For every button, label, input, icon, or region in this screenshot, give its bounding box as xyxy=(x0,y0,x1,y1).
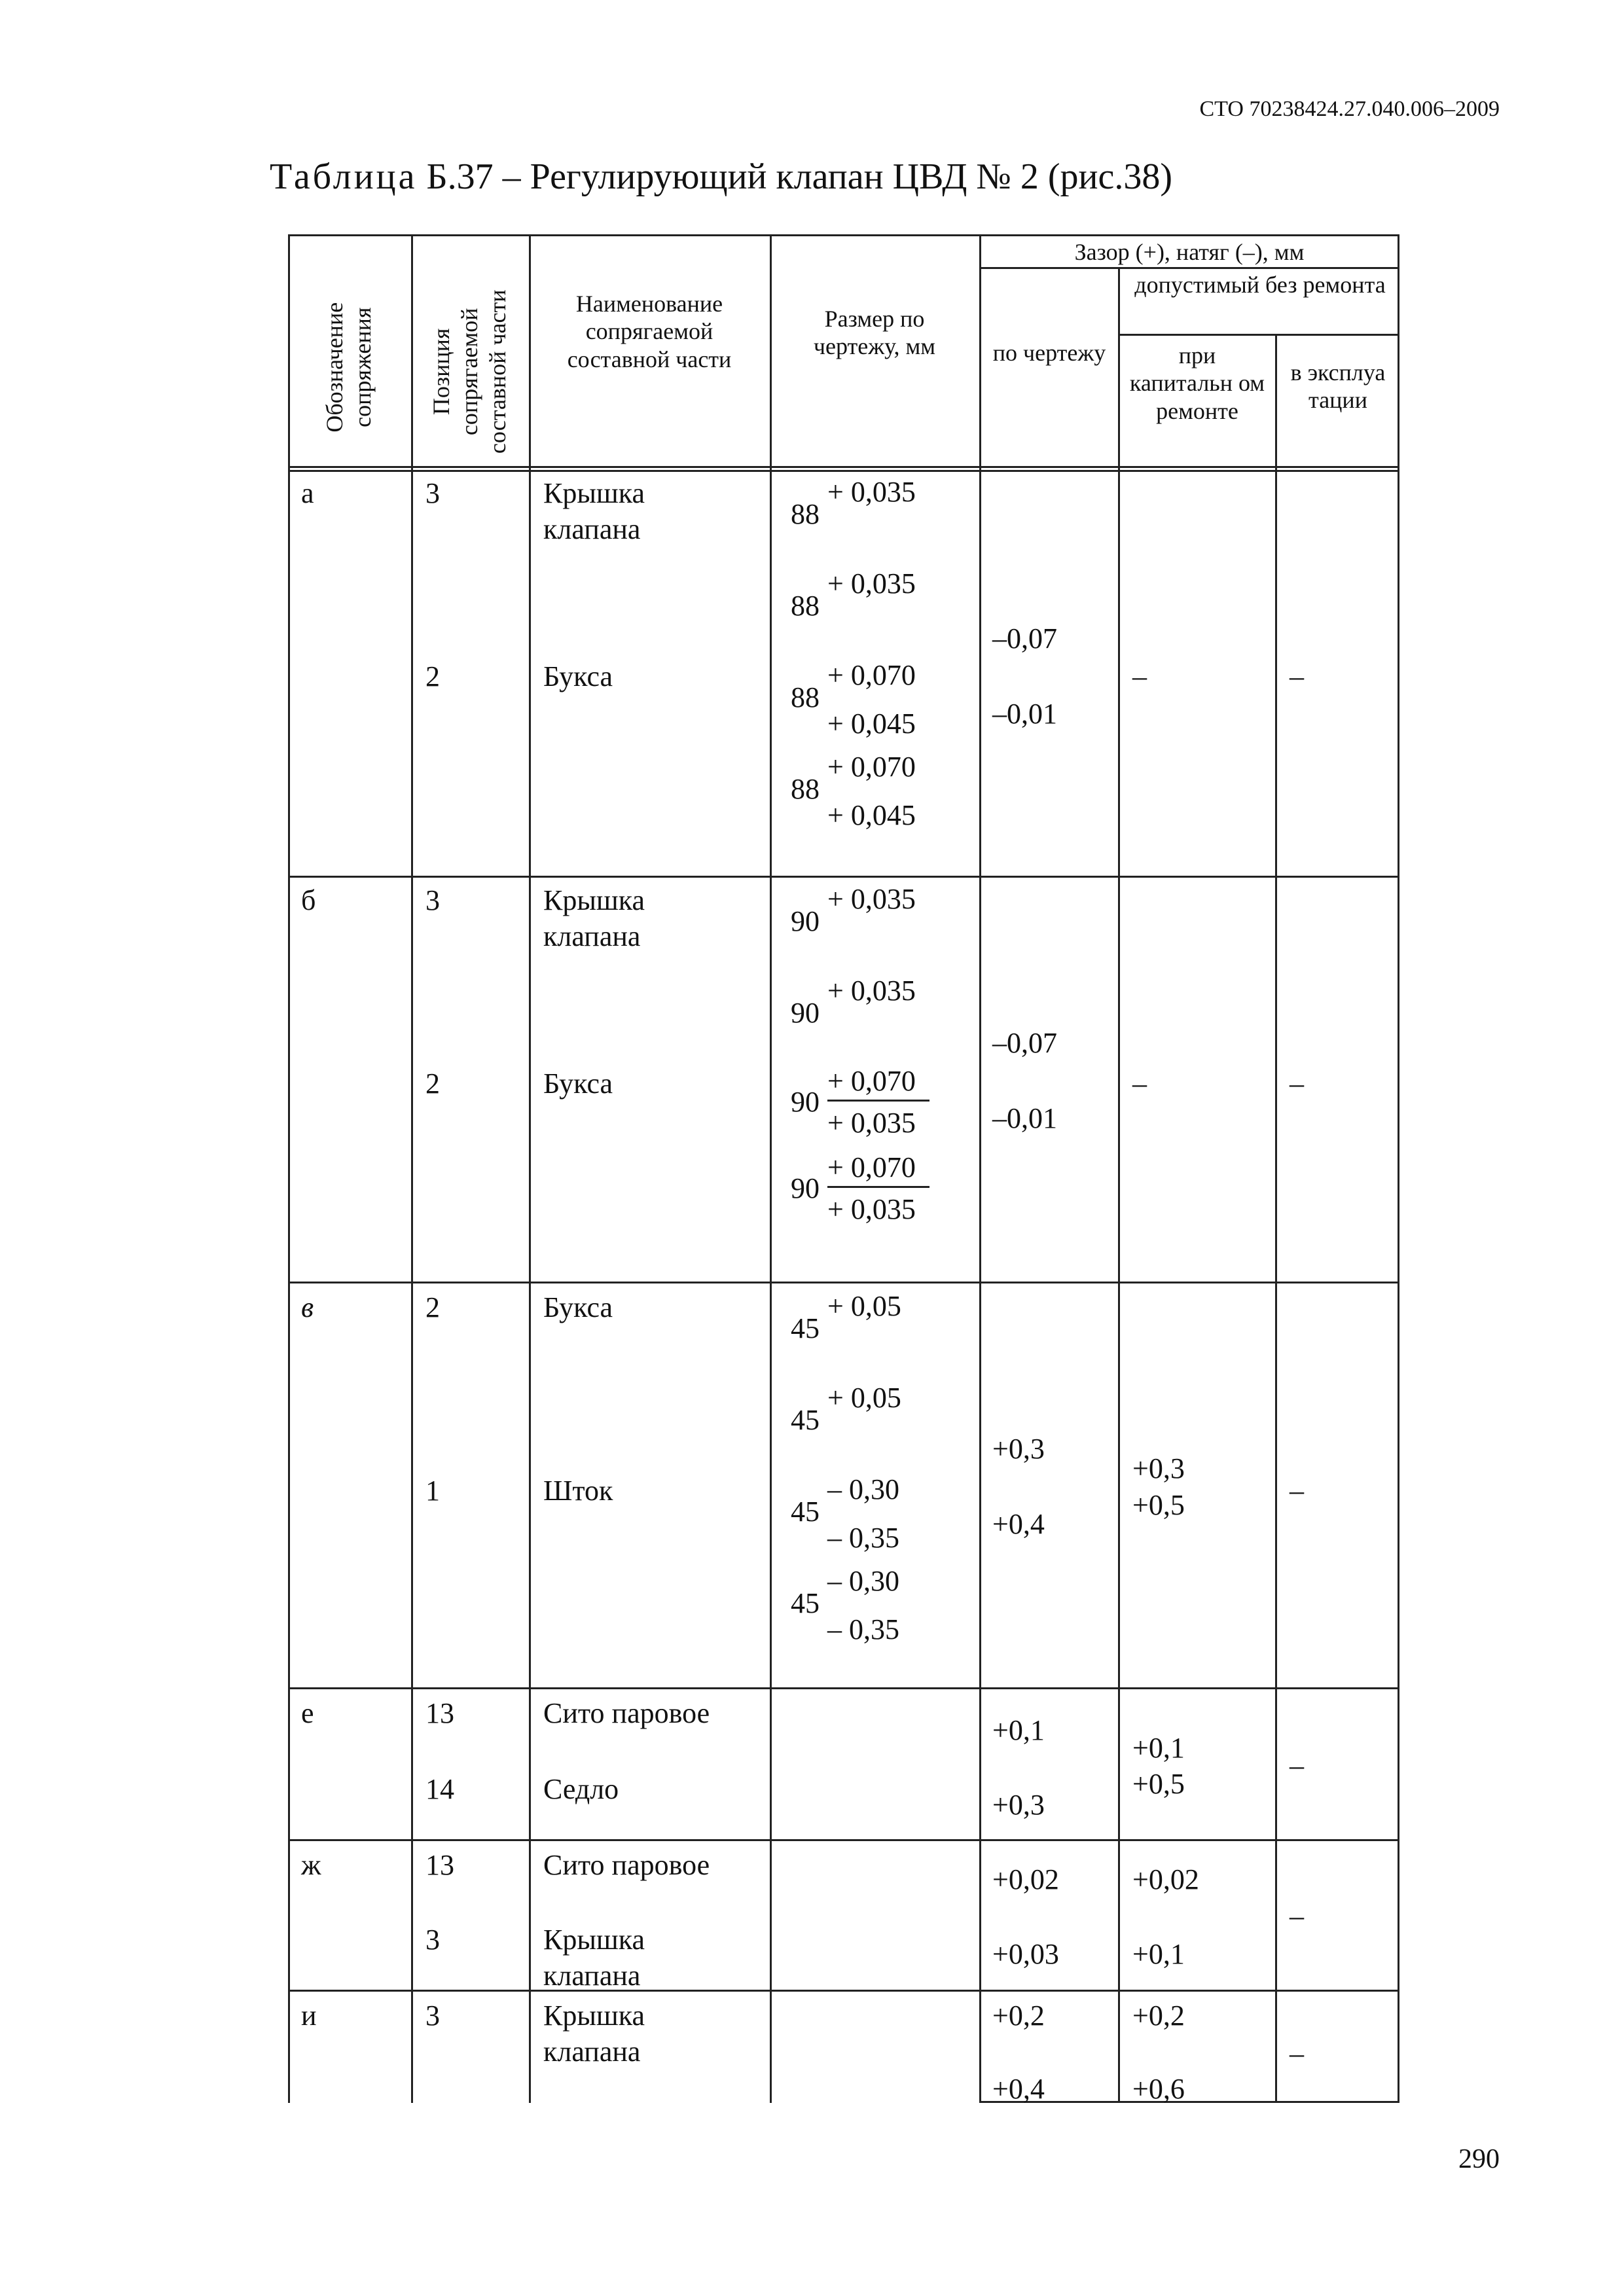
col-size-header: Размер по чертежу, мм xyxy=(813,306,936,360)
row-designation: в xyxy=(301,1291,314,1323)
data-table: Обозначение сопряжения Позиция сопрягаемой составной части Наименование сопрягаемой составной части Размер по чертежу, мм Зазор (+), натяг (–), мм по чертежу допустимый без ремонта при капитальн ом ремонте в эксплуа тации а 3 Крышка клапана 2 Букса + 0,035 88 + 0,035 88 + 0,070 88 + 0,045 + 0,070 88 + 0,045 –0,07 –0,01 – – б 3 Крышка клапана 2 Букса + 0,035 90 + 0,035 90 + 0,070 90 + 0,035 + 0,070 90 + 0,035 –0,07 –0,01 – – в 2 Букса 1 Шток + 0,05 45 + 0,05 45 – 0,30 45 – 0,35 – 0,30 45 – 0,35 +0,3 +0,4 +0,3 +0,5 – е 13 Сито паровое 14 Седло +0,1 +0,3 +0,1 +0,5 – ж 13 Сито паровое 3 Крышка клапана +0,02 +0,03 +0,02 +0,1 – и 3 Крышка клапана +0,2 +0,4 +0,2 +0,6 – xyxy=(288,234,1399,2103)
col-operation-header: в эксплуа тации xyxy=(1290,359,1386,414)
capital-repair-value: +0,1 xyxy=(1132,1732,1185,1764)
part-position: 2 xyxy=(425,1291,440,1323)
operation-value: – xyxy=(1290,1900,1304,1932)
part-position: 3 xyxy=(425,477,440,509)
capital-repair-value: – xyxy=(1132,1067,1147,1100)
operation-value: – xyxy=(1290,1067,1304,1100)
part-name: Букса xyxy=(543,660,613,692)
row-designation: а xyxy=(301,477,314,509)
part-position: 13 xyxy=(425,1697,454,1729)
col-designation-header: Обозначение сопряжения xyxy=(321,302,376,433)
by-drawing-value: +0,4 xyxy=(992,1508,1045,1540)
document-code: СТО 70238424.27.040.006–2009 xyxy=(1199,97,1500,121)
table-caption xyxy=(270,156,1172,198)
operation-value: – xyxy=(1290,1475,1304,1507)
capital-repair-value: +0,02 xyxy=(1132,1863,1199,1895)
capital-repair-value: +0,3 xyxy=(1132,1452,1185,1484)
part-name: Седло xyxy=(543,1773,619,1805)
part-name: Крышка клапана xyxy=(543,1924,645,1992)
by-drawing-value: –0,07 xyxy=(992,1027,1057,1059)
part-name: Сито паровое xyxy=(543,1697,710,1729)
capital-repair-value: +0,2 xyxy=(1132,2000,1185,2032)
capital-repair-value: – xyxy=(1132,660,1147,692)
operation-value: – xyxy=(1290,660,1304,692)
row-designation: ж xyxy=(301,1849,321,1881)
part-position: 3 xyxy=(425,1924,440,1956)
col-allowed-header: допустимый без ремонта xyxy=(1134,272,1386,298)
part-position: 2 xyxy=(425,1067,440,1100)
by-drawing-value: +0,3 xyxy=(992,1789,1045,1821)
by-drawing-value: +0,1 xyxy=(992,1714,1045,1746)
by-drawing-value: +0,02 xyxy=(992,1863,1059,1895)
part-position: 13 xyxy=(425,1849,454,1881)
part-name: Шток xyxy=(543,1475,613,1507)
by-drawing-value: –0,07 xyxy=(992,622,1057,655)
capital-repair-value: +0,1 xyxy=(1132,1938,1185,1970)
caption-prefix: Таблица xyxy=(270,156,418,197)
part-position: 3 xyxy=(425,2000,440,2032)
col-clearance-header: Зазор (+), натяг (–), мм xyxy=(1074,239,1305,265)
col-name-header: Наименование сопрягаемой составной части xyxy=(567,291,732,372)
caption-text: Б.37 – Регулирующий клапан ЦВД № 2 (рис.38) xyxy=(426,156,1172,197)
operation-value: – xyxy=(1290,2037,1304,2070)
part-position: 14 xyxy=(425,1773,454,1805)
part-position: 1 xyxy=(425,1475,440,1507)
part-name: Букса xyxy=(543,1291,613,1323)
part-name: Букса xyxy=(543,1067,613,1100)
row-designation: б xyxy=(301,884,316,916)
by-drawing-value: +0,4 xyxy=(992,2073,1045,2105)
part-name: Сито паровое xyxy=(543,1849,710,1881)
by-drawing-value: +0,03 xyxy=(992,1938,1059,1970)
col-capital-repair-header: при капитальн ом ремонте xyxy=(1129,342,1265,424)
part-position: 3 xyxy=(425,884,440,916)
row-designation: и xyxy=(301,2000,317,2032)
col-by-drawing-header: по чертежу xyxy=(992,340,1106,366)
part-name: Крышка клапана xyxy=(543,884,645,952)
row-designation: е xyxy=(301,1697,314,1729)
by-drawing-value: +0,3 xyxy=(992,1433,1045,1465)
operation-value: – xyxy=(1290,1749,1304,1782)
by-drawing-value: –0,01 xyxy=(992,698,1057,730)
capital-repair-value: +0,5 xyxy=(1132,1489,1185,1521)
capital-repair-value: +0,6 xyxy=(1132,2073,1185,2105)
by-drawing-value: +0,2 xyxy=(992,2000,1045,2032)
capital-repair-value: +0,5 xyxy=(1132,1768,1185,1800)
page-number: 290 xyxy=(1458,2144,1500,2174)
by-drawing-value: –0,01 xyxy=(992,1102,1057,1134)
part-name: Крышка клапана xyxy=(543,2000,645,2068)
part-name: Крышка клапана xyxy=(543,477,645,545)
col-position-header: Позиция сопрягаемой составной части xyxy=(428,289,511,454)
part-position: 2 xyxy=(425,660,440,692)
